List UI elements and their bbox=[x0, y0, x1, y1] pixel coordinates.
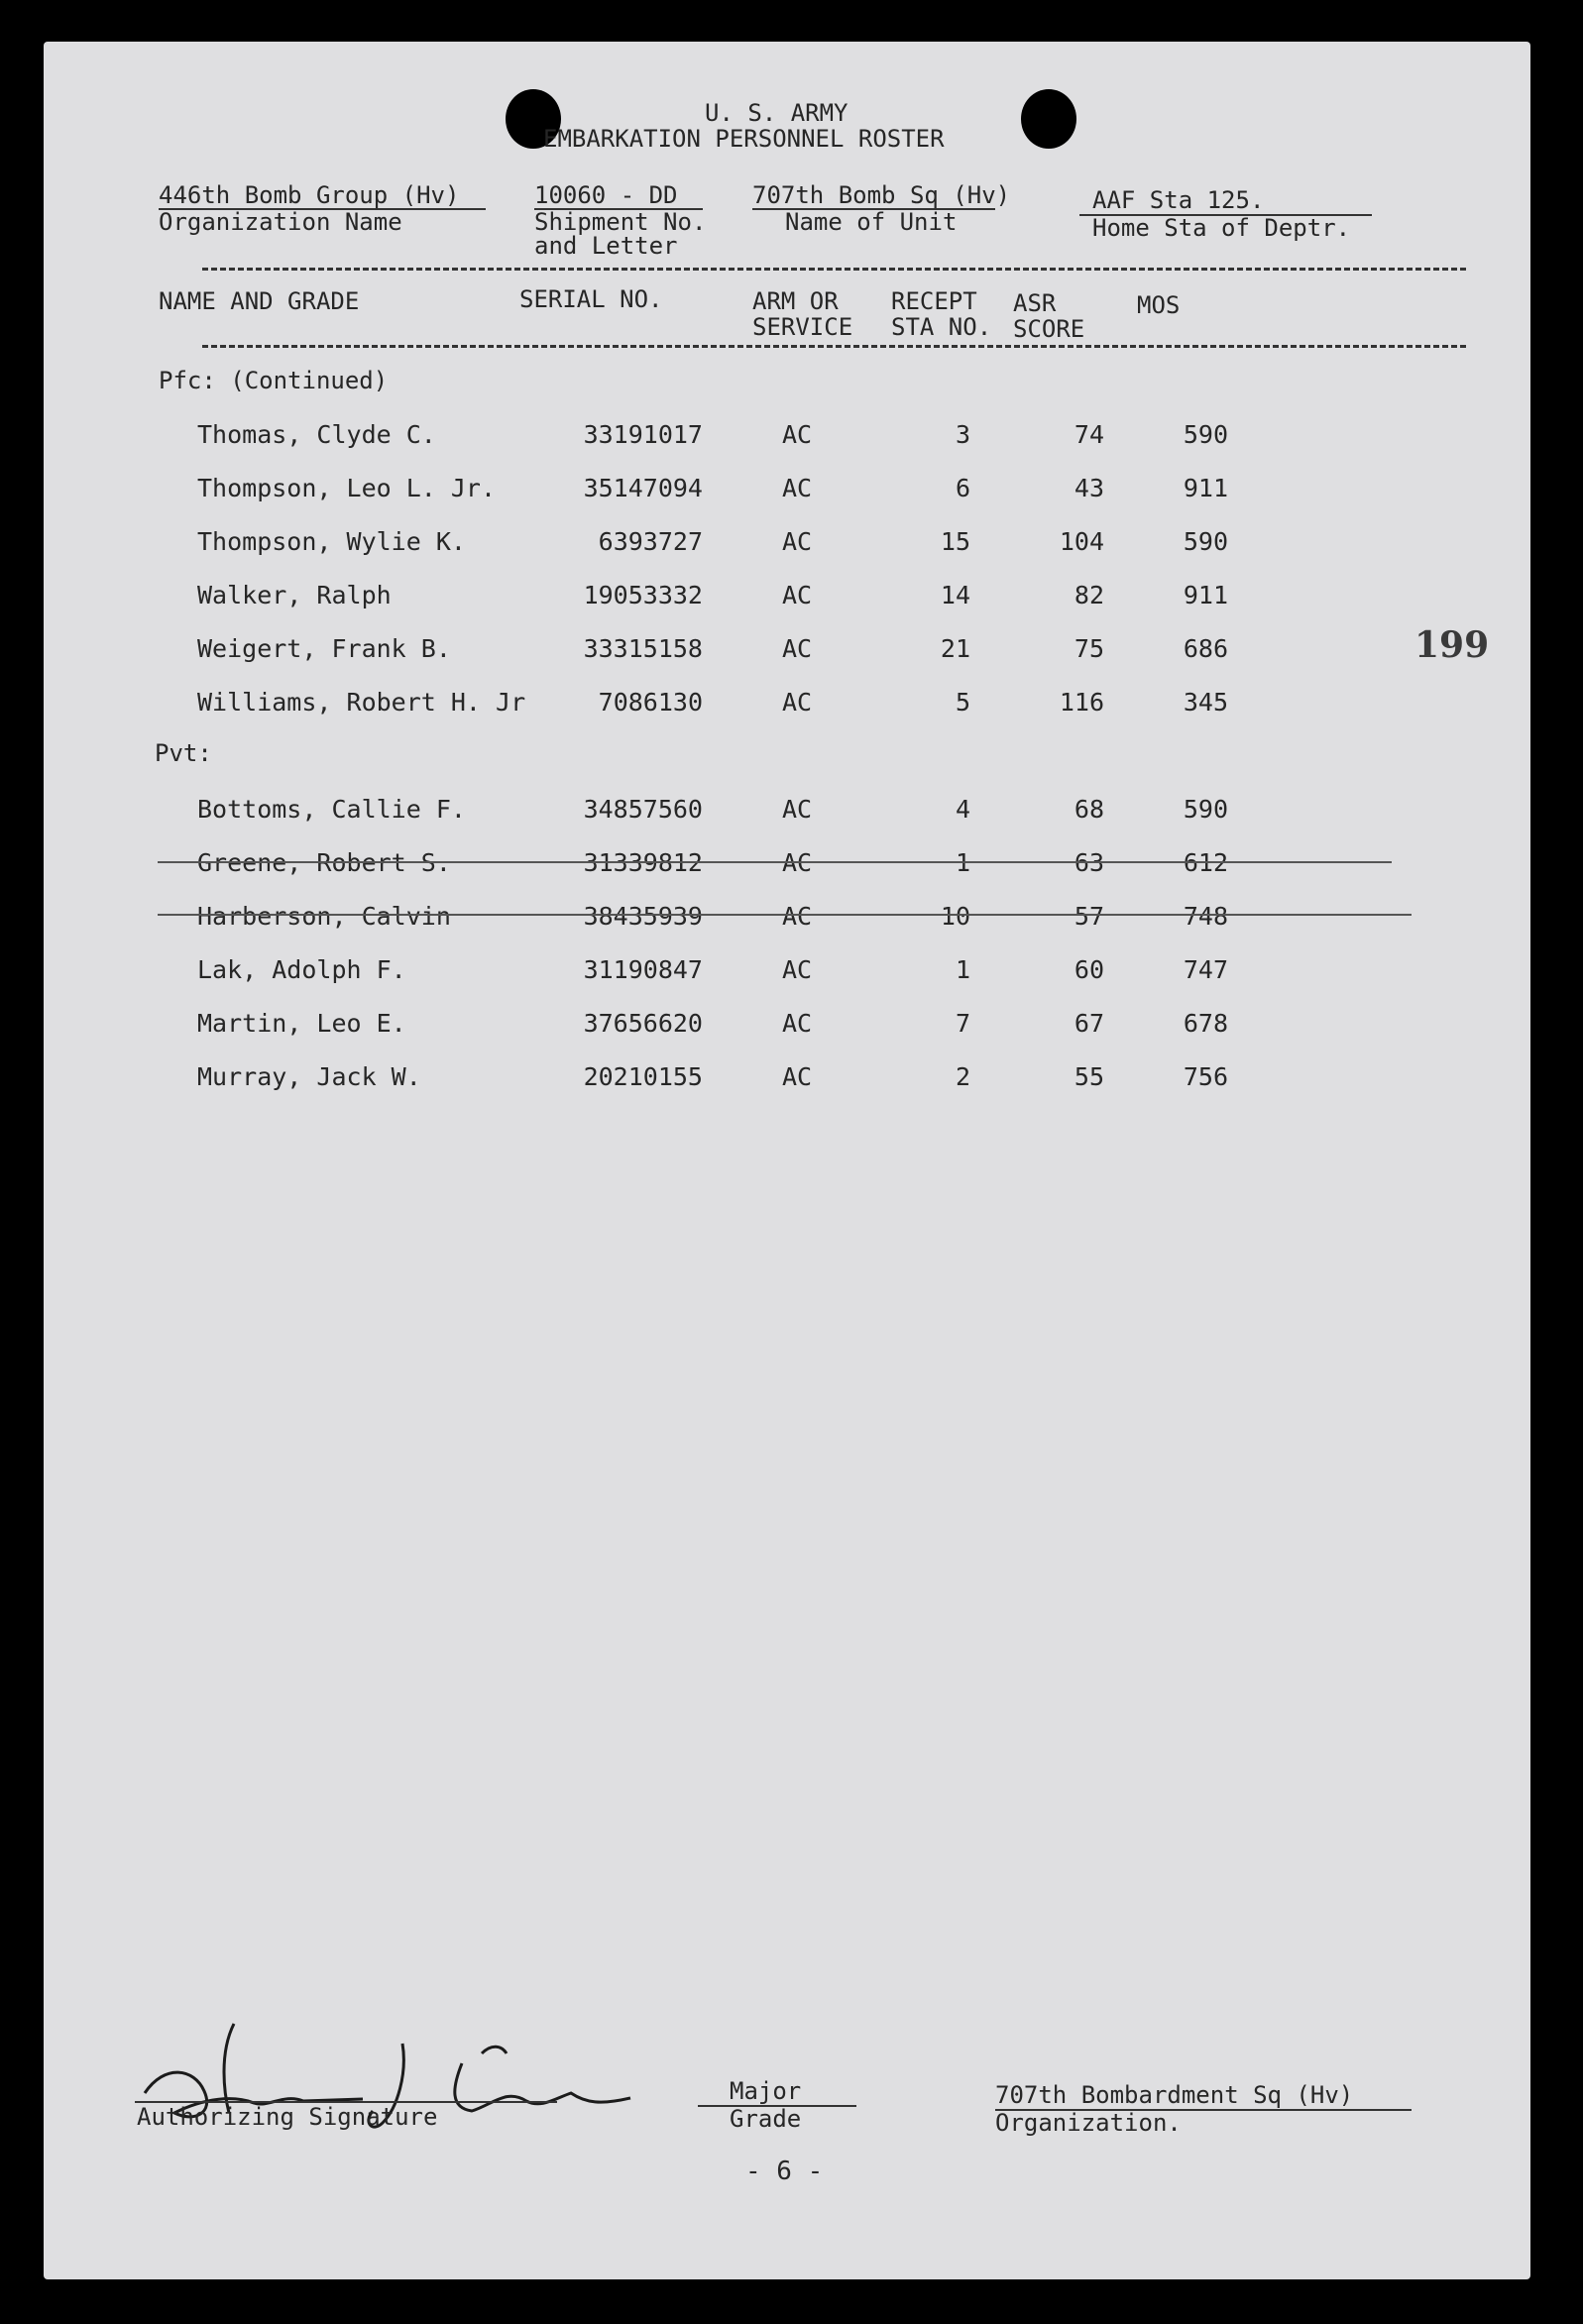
cell-arm: AC bbox=[782, 1009, 813, 1038]
table-row-struck bbox=[44, 902, 1530, 938]
stamped-page-number: 199 bbox=[1414, 624, 1490, 666]
cell-name: Martin, Leo E. bbox=[197, 1009, 406, 1038]
cell-name: Weigert, Frank B. bbox=[197, 634, 451, 663]
table-row bbox=[44, 1062, 1530, 1098]
cell-sta: 1 bbox=[955, 955, 970, 984]
cell-serial: 35147094 bbox=[583, 474, 703, 502]
table-row bbox=[44, 795, 1530, 830]
cell-mos: 590 bbox=[1183, 420, 1228, 449]
cell-sta: 21 bbox=[940, 634, 970, 663]
page-number: - 6 - bbox=[745, 2157, 824, 2186]
header-line-1: U. S. ARMY bbox=[705, 99, 848, 127]
cell-mos: 678 bbox=[1183, 1009, 1228, 1038]
cell-asr: 82 bbox=[1074, 581, 1104, 609]
station-label: Home Sta of Deptr. bbox=[1092, 214, 1351, 242]
cell-asr: 67 bbox=[1074, 1009, 1104, 1038]
cell-asr: 104 bbox=[1059, 527, 1104, 556]
col-arm-2: SERVICE bbox=[752, 313, 853, 341]
col-serial-no: SERIAL NO. bbox=[519, 285, 663, 313]
cell-name: Bottoms, Callie F. bbox=[197, 795, 466, 824]
organization-label: Organization Name bbox=[159, 208, 402, 236]
cell-arm: AC bbox=[782, 1062, 813, 1091]
cell-asr: 68 bbox=[1074, 795, 1104, 824]
cell-sta: 1 bbox=[955, 848, 970, 877]
cell-mos: 345 bbox=[1183, 688, 1228, 717]
table-row bbox=[44, 634, 1530, 670]
cell-name: Thompson, Leo L. Jr. bbox=[197, 474, 497, 502]
cell-serial: 37656620 bbox=[583, 1009, 703, 1038]
cell-arm: AC bbox=[782, 527, 813, 556]
cell-asr: 57 bbox=[1074, 902, 1104, 931]
cell-arm: AC bbox=[782, 902, 813, 931]
table-row-struck bbox=[44, 848, 1530, 884]
header-divider-bottom bbox=[202, 345, 1466, 348]
punch-hole-right bbox=[1021, 89, 1076, 149]
cell-sta: 2 bbox=[955, 1062, 970, 1091]
cell-serial: 20210155 bbox=[583, 1062, 703, 1091]
cell-mos: 748 bbox=[1183, 902, 1228, 931]
col-name-grade: NAME AND GRADE bbox=[159, 287, 360, 315]
cell-serial: 7086130 bbox=[598, 688, 703, 717]
cell-arm: AC bbox=[782, 795, 813, 824]
cell-arm: AC bbox=[782, 420, 813, 449]
cell-mos: 590 bbox=[1183, 795, 1228, 824]
cell-mos: 911 bbox=[1183, 474, 1228, 502]
cell-mos: 590 bbox=[1183, 527, 1228, 556]
cell-asr: 60 bbox=[1074, 955, 1104, 984]
shipment-label-1: Shipment No. bbox=[534, 208, 707, 236]
organization-footer-value: 707th Bombardment Sq (Hv) bbox=[995, 2081, 1354, 2109]
cell-mos: 686 bbox=[1183, 634, 1228, 663]
cell-asr: 55 bbox=[1074, 1062, 1104, 1091]
strikethrough-line bbox=[158, 861, 1392, 863]
strikethrough-line bbox=[158, 914, 1412, 916]
cell-name: Walker, Ralph bbox=[197, 581, 392, 609]
cell-arm: AC bbox=[782, 634, 813, 663]
cell-arm: AC bbox=[782, 848, 813, 877]
cell-sta: 6 bbox=[955, 474, 970, 502]
cell-serial: 34857560 bbox=[583, 795, 703, 824]
cell-name: Thomas, Clyde C. bbox=[197, 420, 436, 449]
cell-sta: 15 bbox=[940, 527, 970, 556]
header-line-2: EMBARKATION PERSONNEL ROSTER bbox=[543, 125, 945, 153]
cell-sta: 10 bbox=[940, 902, 970, 931]
table-row bbox=[44, 581, 1530, 616]
grade-value: Major bbox=[730, 2077, 802, 2105]
cell-asr: 75 bbox=[1074, 634, 1104, 663]
header-divider-top bbox=[202, 268, 1466, 271]
unit-value: 707th Bomb Sq (Hv) bbox=[752, 181, 1011, 209]
cell-serial: 33315158 bbox=[583, 634, 703, 663]
signature-label: Authorizing Signature bbox=[137, 2103, 438, 2131]
cell-serial: 19053332 bbox=[583, 581, 703, 609]
cell-name: Williams, Robert H. Jr bbox=[197, 688, 526, 717]
cell-name: Thompson, Wylie K. bbox=[197, 527, 466, 556]
cell-sta: 5 bbox=[955, 688, 970, 717]
col-recept-1: RECEPT bbox=[891, 287, 977, 315]
grade-label: Grade bbox=[730, 2105, 802, 2133]
cell-arm: AC bbox=[782, 688, 813, 717]
unit-label: Name of Unit bbox=[785, 208, 958, 236]
cell-asr: 43 bbox=[1074, 474, 1104, 502]
cell-serial: 31339812 bbox=[583, 848, 703, 877]
cell-serial: 33191017 bbox=[583, 420, 703, 449]
organization-footer-label: Organization. bbox=[995, 2109, 1182, 2137]
cell-mos: 612 bbox=[1183, 848, 1228, 877]
cell-sta: 4 bbox=[955, 795, 970, 824]
cell-serial: 31190847 bbox=[583, 955, 703, 984]
shipment-value: 10060 - DD bbox=[534, 181, 678, 209]
table-row bbox=[44, 1009, 1530, 1045]
col-arm-1: ARM OR bbox=[752, 287, 839, 315]
station-value: AAF Sta 125. bbox=[1092, 186, 1265, 214]
section-grade-pfc: Pfc: (Continued) bbox=[159, 367, 389, 394]
cell-asr: 116 bbox=[1059, 688, 1104, 717]
cell-mos: 756 bbox=[1183, 1062, 1228, 1091]
cell-sta: 7 bbox=[955, 1009, 970, 1038]
cell-mos: 911 bbox=[1183, 581, 1228, 609]
shipment-label-2: and Letter bbox=[534, 232, 678, 260]
col-recept-2: STA NO. bbox=[891, 313, 992, 341]
cell-name: Harberson, Calvin bbox=[197, 902, 451, 931]
cell-asr: 63 bbox=[1074, 848, 1104, 877]
cell-mos: 747 bbox=[1183, 955, 1228, 984]
cell-asr: 74 bbox=[1074, 420, 1104, 449]
col-mos: MOS bbox=[1137, 291, 1181, 319]
cell-sta: 3 bbox=[955, 420, 970, 449]
col-asr-2: SCORE bbox=[1013, 315, 1085, 343]
cell-name: Greene, Robert S. bbox=[197, 848, 451, 877]
cell-arm: AC bbox=[782, 474, 813, 502]
cell-name: Lak, Adolph F. bbox=[197, 955, 406, 984]
cell-arm: AC bbox=[782, 581, 813, 609]
col-asr-1: ASR bbox=[1013, 289, 1057, 317]
cell-arm: AC bbox=[782, 955, 813, 984]
cell-sta: 14 bbox=[940, 581, 970, 609]
section-grade-pvt: Pvt: bbox=[155, 739, 212, 767]
organization-value: 446th Bomb Group (Hv) bbox=[159, 181, 460, 209]
table-row bbox=[44, 420, 1530, 456]
cell-serial: 38435939 bbox=[583, 902, 703, 931]
table-row bbox=[44, 474, 1530, 509]
table-row bbox=[44, 955, 1530, 991]
table-row bbox=[44, 527, 1530, 563]
cell-serial: 6393727 bbox=[598, 527, 703, 556]
cell-name: Murray, Jack W. bbox=[197, 1062, 421, 1091]
table-row bbox=[44, 688, 1530, 723]
roster-page bbox=[44, 42, 1530, 2279]
